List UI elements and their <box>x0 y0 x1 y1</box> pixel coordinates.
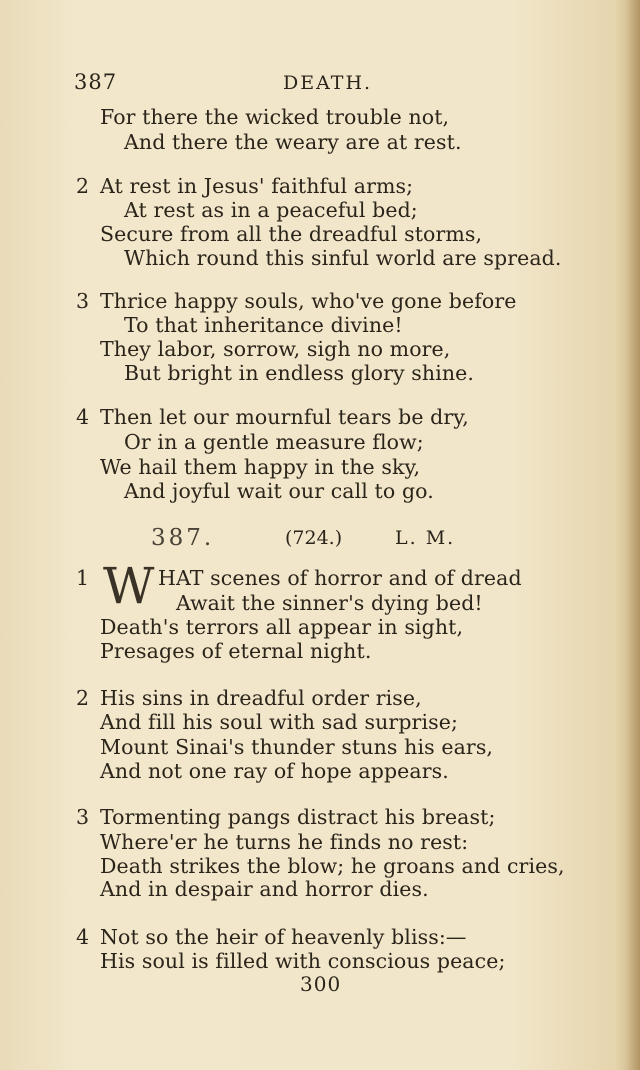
verse-line: For there the wicked trouble not, <box>100 105 450 129</box>
verse-line: His soul is filled with conscious peace; <box>100 949 506 973</box>
verse-line: And in despair and horror dies. <box>100 877 429 901</box>
hymn-number: 387. <box>151 525 215 551</box>
verse-line: At rest as in a peaceful bed; <box>124 198 418 222</box>
verse-line: We hail them happy in the sky, <box>100 455 421 479</box>
hymn-reference: (724.) <box>285 527 343 549</box>
verse-line: Presages of eternal night. <box>100 639 372 663</box>
verse-line: Mount Sinai's thunder stuns his ears, <box>100 735 494 759</box>
verse-line: HAT scenes of horror and of dread <box>158 566 522 590</box>
verse-line: Await the sinner's dying bed! <box>176 591 483 615</box>
section-title: DEATH. <box>283 72 373 94</box>
footer-page-number: 300 <box>300 972 342 996</box>
verse-line: His sins in dreadful order rise, <box>100 686 422 710</box>
hymn-header <box>0 525 640 555</box>
verse-line: Thrice happy souls, who've gone before <box>100 289 517 313</box>
verse-line: But bright in endless glory shine. <box>124 361 475 385</box>
verse-line: Tormenting pangs distract his breast; <box>100 805 496 829</box>
verse-line: To that inheritance divine! <box>124 313 403 337</box>
stanza-number: 3 <box>76 805 90 829</box>
verse-line: At rest in Jesus' faithful arms; <box>100 174 414 198</box>
verse-line: And not one ray of hope appears. <box>100 759 449 783</box>
drop-cap: W <box>103 557 155 615</box>
verse-line: Where'er he turns he finds no rest: <box>100 830 469 854</box>
verse-line: Secure from all the dreadful storms, <box>100 222 483 246</box>
verse-line: They labor, sorrow, sigh no more, <box>100 337 451 361</box>
verse-line: And there the weary are at rest. <box>124 130 462 154</box>
verse-line: Or in a gentle measure flow; <box>124 430 424 454</box>
stanza-number: 2 <box>76 174 90 198</box>
verse-line: Not so the heir of heavenly bliss:— <box>100 925 467 949</box>
running-head <box>0 70 640 100</box>
verse-line: Death strikes the blow; he groans and cries, <box>100 854 565 878</box>
stanza-number: 3 <box>76 289 90 313</box>
verse-line: And joyful wait our call to go. <box>124 479 434 503</box>
verse-line: And fill his soul with sad surprise; <box>100 710 458 734</box>
stanza-number: 2 <box>76 686 90 710</box>
page-number: 387 <box>74 70 118 94</box>
stanza-number: 4 <box>76 405 90 429</box>
verse-line: Then let our mournful tears be dry, <box>100 405 469 429</box>
stanza-number: 1 <box>76 566 90 590</box>
stanza-number: 4 <box>76 925 90 949</box>
verse-line: Death's terrors all appear in sight, <box>100 615 464 639</box>
hymn-meter: L. M. <box>395 527 456 549</box>
verse-line: Which round this sinful world are spread. <box>124 246 562 270</box>
